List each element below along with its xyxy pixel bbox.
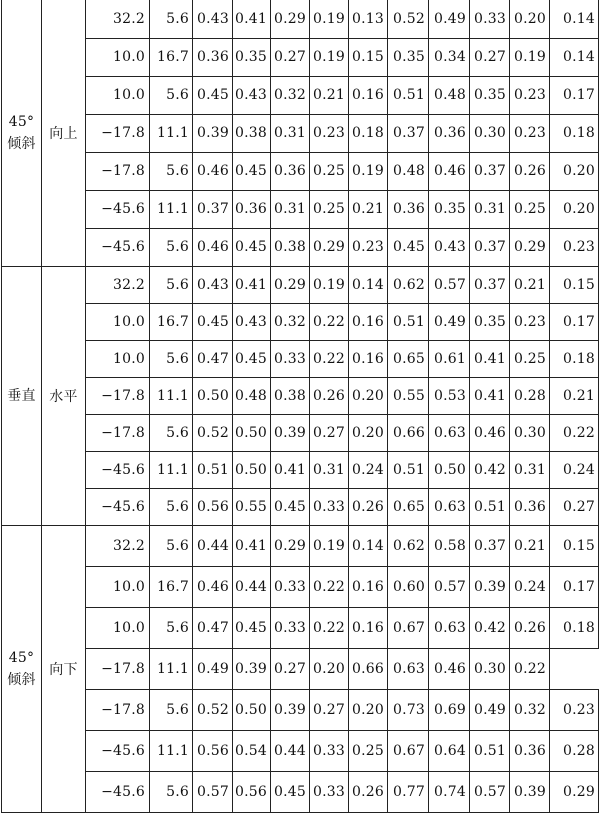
resistance-value-cell: 0.25 — [349, 730, 388, 771]
resistance-value-cell: 0.45 — [271, 771, 310, 812]
resistance-value-cell: 0.29 — [550, 771, 599, 812]
table-row — [2, 0, 599, 38]
temperature-difference-cell: 11.1 — [150, 114, 193, 152]
resistance-value-cell: 0.31 — [510, 451, 550, 488]
resistance-value-cell: 0.38 — [271, 377, 310, 414]
table-row — [2, 38, 599, 76]
resistance-value-cell: 0.55 — [233, 488, 271, 525]
resistance-value-cell: 0.37 — [470, 228, 510, 266]
resistance-value-cell: 0.32 — [271, 303, 310, 340]
resistance-value-cell: 0.36 — [388, 190, 429, 228]
resistance-value-cell: 0.48 — [429, 76, 470, 114]
resistance-value-cell: 0.22 — [510, 648, 550, 689]
resistance-value-cell: 0.41 — [271, 451, 310, 488]
resistance-value-cell: 0.63 — [388, 648, 429, 689]
orientation-angle-cell — [2, 525, 42, 812]
mean-temperature-cell: 10.0 — [86, 607, 150, 648]
resistance-value-cell: 0.51 — [193, 451, 233, 488]
resistance-value-cell: 0.54 — [233, 730, 271, 771]
resistance-value-cell: 0.52 — [193, 414, 233, 451]
resistance-value-cell: 0.43 — [429, 228, 470, 266]
resistance-value-cell: 0.19 — [310, 525, 349, 566]
resistance-value-cell: 0.19 — [349, 152, 388, 190]
orientation-angle-label: 45° — [8, 113, 35, 130]
resistance-value-cell: 0.43 — [193, 266, 233, 303]
resistance-value-cell: 0.21 — [510, 266, 550, 303]
resistance-value-cell: 0.28 — [510, 377, 550, 414]
table-row — [2, 566, 599, 607]
resistance-value-cell: 0.64 — [429, 730, 470, 771]
resistance-value-cell: 0.22 — [550, 414, 599, 451]
resistance-value-cell: 0.25 — [510, 340, 550, 377]
resistance-value-cell: 0.17 — [550, 76, 599, 114]
table-row — [2, 648, 599, 689]
resistance-value-cell: 0.19 — [510, 38, 550, 76]
resistance-value-cell: 0.51 — [388, 76, 429, 114]
table-row — [2, 607, 599, 648]
resistance-value-cell: 0.41 — [233, 525, 271, 566]
resistance-value-cell: 0.23 — [349, 228, 388, 266]
resistance-value-cell: 0.24 — [550, 451, 599, 488]
resistance-value-cell: 0.44 — [193, 525, 233, 566]
resistance-value-cell: 0.29 — [510, 228, 550, 266]
orientation-angle-cell — [2, 0, 42, 266]
mean-temperature-cell: 10.0 — [86, 566, 150, 607]
resistance-value-cell: 0.23 — [510, 76, 550, 114]
resistance-value-cell: 0.23 — [550, 689, 599, 730]
table-row — [2, 377, 599, 414]
resistance-value-cell: 0.38 — [233, 114, 271, 152]
resistance-value-cell: 0.23 — [310, 114, 349, 152]
mean-temperature-cell: −45.6 — [86, 730, 150, 771]
heat-flow-direction-cell: 向下 — [42, 525, 86, 812]
resistance-value-cell: 0.50 — [429, 451, 470, 488]
resistance-value-cell: 0.18 — [550, 114, 599, 152]
mean-temperature-cell: −45.6 — [86, 771, 150, 812]
resistance-value-cell: 0.14 — [550, 0, 599, 38]
resistance-value-cell: 0.46 — [429, 648, 470, 689]
resistance-value-cell: 0.27 — [550, 488, 599, 525]
table-row — [2, 76, 599, 114]
resistance-value-cell: 0.39 — [271, 689, 310, 730]
resistance-value-cell: 0.39 — [271, 414, 310, 451]
resistance-value-cell: 0.56 — [193, 730, 233, 771]
resistance-value-cell: 0.43 — [233, 76, 271, 114]
resistance-value-cell: 0.48 — [388, 152, 429, 190]
resistance-value-cell: 0.62 — [388, 266, 429, 303]
resistance-value-cell: 0.20 — [349, 377, 388, 414]
mean-temperature-cell: −17.8 — [86, 152, 150, 190]
table-row — [2, 340, 599, 377]
mean-temperature-cell: 32.2 — [86, 266, 150, 303]
resistance-value-cell: 0.30 — [510, 414, 550, 451]
resistance-value-cell: 0.35 — [233, 38, 271, 76]
resistance-value-cell: 0.29 — [310, 228, 349, 266]
resistance-value-cell: 0.31 — [310, 451, 349, 488]
resistance-value-cell: 0.57 — [429, 266, 470, 303]
resistance-value-cell: 0.23 — [510, 303, 550, 340]
resistance-value-cell: 0.67 — [388, 730, 429, 771]
resistance-value-cell: 0.46 — [193, 566, 233, 607]
resistance-value-cell: 0.41 — [470, 377, 510, 414]
resistance-value-cell: 0.45 — [193, 303, 233, 340]
resistance-value-cell: 0.29 — [271, 266, 310, 303]
mean-temperature-cell: −45.6 — [86, 488, 150, 525]
mean-temperature-cell: −17.8 — [86, 648, 150, 689]
resistance-value-cell: 0.20 — [310, 648, 349, 689]
resistance-value-cell: 0.28 — [550, 730, 599, 771]
temperature-difference-cell: 5.6 — [150, 414, 193, 451]
resistance-value-cell: 0.37 — [470, 266, 510, 303]
resistance-value-cell: 0.37 — [470, 525, 510, 566]
resistance-value-cell: 0.42 — [470, 451, 510, 488]
resistance-value-cell: 0.22 — [310, 340, 349, 377]
resistance-value-cell: 0.51 — [470, 730, 510, 771]
resistance-value-cell: 0.63 — [429, 607, 470, 648]
resistance-value-cell: 0.45 — [233, 228, 271, 266]
resistance-value-cell: 0.60 — [388, 566, 429, 607]
resistance-value-cell: 0.20 — [550, 190, 599, 228]
resistance-value-cell: 0.33 — [271, 607, 310, 648]
temperature-difference-cell: 16.7 — [150, 566, 193, 607]
temperature-difference-cell: 11.1 — [150, 451, 193, 488]
resistance-value-cell: 0.21 — [310, 76, 349, 114]
resistance-value-cell: 0.33 — [470, 0, 510, 38]
resistance-value-cell: 0.35 — [429, 190, 470, 228]
resistance-value-cell: 0.16 — [349, 303, 388, 340]
resistance-value-cell: 0.77 — [388, 771, 429, 812]
resistance-value-cell: 0.18 — [550, 340, 599, 377]
resistance-value-cell: 0.14 — [550, 38, 599, 76]
resistance-value-cell: 0.13 — [349, 0, 388, 38]
resistance-value-cell: 0.49 — [429, 0, 470, 38]
resistance-value-cell: 0.29 — [271, 525, 310, 566]
temperature-difference-cell: 11.1 — [150, 190, 193, 228]
temperature-difference-cell: 11.1 — [150, 377, 193, 414]
resistance-value-cell: 0.14 — [349, 266, 388, 303]
resistance-value-cell: 0.51 — [470, 488, 510, 525]
resistance-value-cell: 0.57 — [470, 771, 510, 812]
resistance-value-cell: 0.22 — [310, 566, 349, 607]
table-row — [2, 303, 599, 340]
mean-temperature-cell: −45.6 — [86, 451, 150, 488]
resistance-value-cell: 0.21 — [349, 190, 388, 228]
resistance-value-cell: 0.74 — [429, 771, 470, 812]
resistance-value-cell: 0.56 — [233, 771, 271, 812]
table-row — [2, 228, 599, 266]
resistance-value-cell: 0.29 — [271, 0, 310, 38]
resistance-value-cell: 0.23 — [510, 114, 550, 152]
resistance-value-cell: 0.42 — [470, 607, 510, 648]
resistance-value-cell: 0.53 — [429, 377, 470, 414]
resistance-value-cell: 0.57 — [193, 771, 233, 812]
temperature-difference-cell: 5.6 — [150, 488, 193, 525]
temperature-difference-cell: 5.6 — [150, 228, 193, 266]
resistance-value-cell: 0.50 — [233, 451, 271, 488]
orientation-angle-label: 倾斜 — [7, 671, 36, 688]
resistance-value-cell: 0.65 — [388, 340, 429, 377]
resistance-value-cell: 0.17 — [550, 566, 599, 607]
mean-temperature-cell: 10.0 — [86, 38, 150, 76]
mean-temperature-cell: 32.2 — [86, 525, 150, 566]
resistance-value-cell: 0.50 — [193, 377, 233, 414]
resistance-value-cell: 0.26 — [510, 152, 550, 190]
orientation-angle-label: 倾斜 — [7, 135, 36, 152]
resistance-value-cell: 0.16 — [349, 340, 388, 377]
resistance-value-cell: 0.33 — [310, 730, 349, 771]
resistance-value-cell: 0.24 — [510, 566, 550, 607]
resistance-value-cell: 0.20 — [510, 0, 550, 38]
thermal-resistance-table — [1, 0, 599, 813]
resistance-value-cell: 0.18 — [550, 607, 599, 648]
resistance-value-cell: 0.44 — [233, 566, 271, 607]
resistance-value-cell: 0.30 — [470, 114, 510, 152]
resistance-value-cell: 0.32 — [510, 689, 550, 730]
resistance-value-cell: 0.47 — [193, 340, 233, 377]
resistance-value-cell: 0.39 — [510, 771, 550, 812]
resistance-value-cell: 0.19 — [310, 266, 349, 303]
resistance-value-cell: 0.43 — [193, 0, 233, 38]
resistance-value-cell: 0.69 — [429, 689, 470, 730]
resistance-value-cell: 0.51 — [388, 303, 429, 340]
resistance-value-cell: 0.15 — [550, 525, 599, 566]
resistance-value-cell: 0.45 — [388, 228, 429, 266]
mean-temperature-cell: −17.8 — [86, 689, 150, 730]
resistance-value-cell: 0.36 — [429, 114, 470, 152]
mean-temperature-cell: −45.6 — [86, 190, 150, 228]
mean-temperature-cell: 10.0 — [86, 303, 150, 340]
temperature-difference-cell: 11.1 — [150, 730, 193, 771]
orientation-angle-cell — [2, 266, 42, 525]
resistance-value-cell: 0.32 — [271, 76, 310, 114]
table-row — [2, 190, 599, 228]
orientation-angle-label: 垂直 — [7, 387, 36, 404]
resistance-value-cell: 0.63 — [429, 414, 470, 451]
temperature-difference-cell: 5.6 — [150, 0, 193, 38]
resistance-value-cell: 0.52 — [388, 0, 429, 38]
resistance-value-cell: 0.20 — [349, 689, 388, 730]
resistance-value-cell: 0.18 — [349, 114, 388, 152]
resistance-value-cell: 0.49 — [470, 689, 510, 730]
temperature-difference-cell: 5.6 — [150, 525, 193, 566]
resistance-value-cell: 0.15 — [349, 38, 388, 76]
heat-flow-direction-cell: 向上 — [42, 0, 86, 266]
resistance-value-cell: 0.36 — [510, 488, 550, 525]
temperature-difference-cell: 11.1 — [150, 648, 193, 689]
heat-flow-direction-cell: 水平 — [42, 266, 86, 525]
resistance-value-cell: 0.27 — [470, 38, 510, 76]
resistance-value-cell: 0.56 — [193, 488, 233, 525]
mean-temperature-cell: −17.8 — [86, 377, 150, 414]
resistance-value-cell: 0.26 — [349, 771, 388, 812]
resistance-value-cell: 0.55 — [388, 377, 429, 414]
resistance-value-cell: 0.25 — [510, 190, 550, 228]
resistance-value-cell: 0.47 — [193, 607, 233, 648]
resistance-value-cell: 0.27 — [310, 689, 349, 730]
resistance-value-cell: 0.19 — [310, 38, 349, 76]
resistance-value-cell: 0.36 — [233, 190, 271, 228]
temperature-difference-cell: 5.6 — [150, 76, 193, 114]
resistance-value-cell: 0.23 — [550, 228, 599, 266]
resistance-value-cell: 0.45 — [271, 488, 310, 525]
orientation-angle-label: 45° — [8, 649, 35, 666]
resistance-value-cell: 0.27 — [271, 648, 310, 689]
resistance-value-cell: 0.26 — [310, 377, 349, 414]
table-row — [2, 771, 599, 812]
resistance-value-cell: 0.35 — [388, 38, 429, 76]
temperature-difference-cell: 5.6 — [150, 607, 193, 648]
resistance-value-cell: 0.50 — [233, 414, 271, 451]
resistance-value-cell: 0.51 — [388, 451, 429, 488]
resistance-value-cell: 0.31 — [271, 190, 310, 228]
resistance-value-cell: 0.45 — [233, 607, 271, 648]
table-row — [2, 114, 599, 152]
resistance-value-cell: 0.46 — [193, 228, 233, 266]
mean-temperature-cell: −17.8 — [86, 414, 150, 451]
resistance-value-cell: 0.49 — [429, 303, 470, 340]
resistance-value-cell: 0.20 — [349, 414, 388, 451]
table-row — [2, 488, 599, 525]
temperature-difference-cell: 5.6 — [150, 152, 193, 190]
resistance-value-cell: 0.33 — [310, 771, 349, 812]
resistance-value-cell: 0.35 — [470, 303, 510, 340]
resistance-value-cell: 0.19 — [310, 0, 349, 38]
resistance-value-cell: 0.33 — [271, 340, 310, 377]
resistance-value-cell: 0.52 — [193, 689, 233, 730]
resistance-value-cell: 0.39 — [193, 114, 233, 152]
resistance-value-cell: 0.25 — [310, 190, 349, 228]
resistance-value-cell: 0.37 — [388, 114, 429, 152]
resistance-value-cell: 0.17 — [550, 303, 599, 340]
resistance-value-cell: 0.66 — [388, 414, 429, 451]
temperature-difference-cell: 16.7 — [150, 303, 193, 340]
resistance-value-cell: 0.34 — [429, 38, 470, 76]
mean-temperature-cell: 32.2 — [86, 0, 150, 38]
resistance-value-cell: 0.37 — [470, 152, 510, 190]
table-row — [2, 266, 599, 303]
resistance-value-cell: 0.63 — [429, 488, 470, 525]
resistance-value-cell: 0.45 — [233, 152, 271, 190]
mean-temperature-cell: −17.8 — [86, 114, 150, 152]
resistance-value-cell: 0.67 — [388, 607, 429, 648]
resistance-value-cell: 0.27 — [310, 414, 349, 451]
table-row — [2, 451, 599, 488]
resistance-value-cell: 0.41 — [233, 266, 271, 303]
resistance-value-cell: 0.21 — [510, 525, 550, 566]
resistance-value-cell: 0.39 — [470, 566, 510, 607]
resistance-value-cell: 0.31 — [470, 190, 510, 228]
resistance-value-cell: 0.26 — [510, 607, 550, 648]
resistance-value-cell: 0.36 — [193, 38, 233, 76]
resistance-value-cell: 0.26 — [349, 488, 388, 525]
resistance-value-cell: 0.43 — [233, 303, 271, 340]
resistance-value-cell: 0.20 — [550, 152, 599, 190]
mean-temperature-cell: 10.0 — [86, 76, 150, 114]
resistance-value-cell: 0.33 — [271, 566, 310, 607]
resistance-value-cell: 0.25 — [310, 152, 349, 190]
resistance-value-cell: 0.30 — [470, 648, 510, 689]
resistance-value-cell: 0.22 — [310, 607, 349, 648]
resistance-value-cell: 0.16 — [349, 607, 388, 648]
mean-temperature-cell: 10.0 — [86, 340, 150, 377]
resistance-value-cell: 0.41 — [233, 0, 271, 38]
resistance-value-cell: 0.36 — [271, 152, 310, 190]
resistance-value-cell: 0.37 — [193, 190, 233, 228]
resistance-value-cell: 0.65 — [388, 488, 429, 525]
resistance-value-cell: 0.16 — [349, 566, 388, 607]
resistance-value-cell: 0.46 — [193, 152, 233, 190]
temperature-difference-cell: 5.6 — [150, 266, 193, 303]
resistance-value-cell: 0.38 — [271, 228, 310, 266]
table-row — [2, 525, 599, 566]
resistance-value-cell: 0.22 — [310, 303, 349, 340]
temperature-difference-cell: 16.7 — [150, 38, 193, 76]
temperature-difference-cell: 5.6 — [150, 771, 193, 812]
resistance-value-cell: 0.45 — [233, 340, 271, 377]
table-row — [2, 414, 599, 451]
resistance-value-cell: 0.41 — [470, 340, 510, 377]
resistance-value-cell: 0.21 — [550, 377, 599, 414]
resistance-value-cell: 0.50 — [233, 689, 271, 730]
resistance-value-cell: 0.14 — [349, 525, 388, 566]
resistance-value-cell: 0.62 — [388, 525, 429, 566]
resistance-value-cell: 0.44 — [271, 730, 310, 771]
resistance-value-cell: 0.57 — [429, 566, 470, 607]
resistance-value-cell: 0.45 — [193, 76, 233, 114]
table-row — [2, 730, 599, 771]
table-row — [2, 689, 599, 730]
resistance-value-cell: 0.39 — [233, 648, 271, 689]
resistance-value-cell: 0.31 — [271, 114, 310, 152]
resistance-value-cell: 0.49 — [193, 648, 233, 689]
resistance-value-cell: 0.15 — [550, 266, 599, 303]
temperature-difference-cell: 5.6 — [150, 340, 193, 377]
resistance-value-cell: 0.46 — [429, 152, 470, 190]
temperature-difference-cell: 5.6 — [150, 689, 193, 730]
resistance-value-cell: 0.46 — [470, 414, 510, 451]
resistance-value-cell: 0.58 — [429, 525, 470, 566]
resistance-value-cell: 0.16 — [349, 76, 388, 114]
resistance-value-cell: 0.61 — [429, 340, 470, 377]
mean-temperature-cell: −45.6 — [86, 228, 150, 266]
resistance-value-cell: 0.73 — [388, 689, 429, 730]
resistance-value-cell: 0.35 — [470, 76, 510, 114]
table-row — [2, 152, 599, 190]
resistance-value-cell: 0.66 — [349, 648, 388, 689]
resistance-value-cell: 0.33 — [310, 488, 349, 525]
resistance-value-cell: 0.27 — [271, 38, 310, 76]
resistance-value-cell: 0.48 — [233, 377, 271, 414]
resistance-value-cell: 0.36 — [510, 730, 550, 771]
resistance-value-cell: 0.24 — [349, 451, 388, 488]
